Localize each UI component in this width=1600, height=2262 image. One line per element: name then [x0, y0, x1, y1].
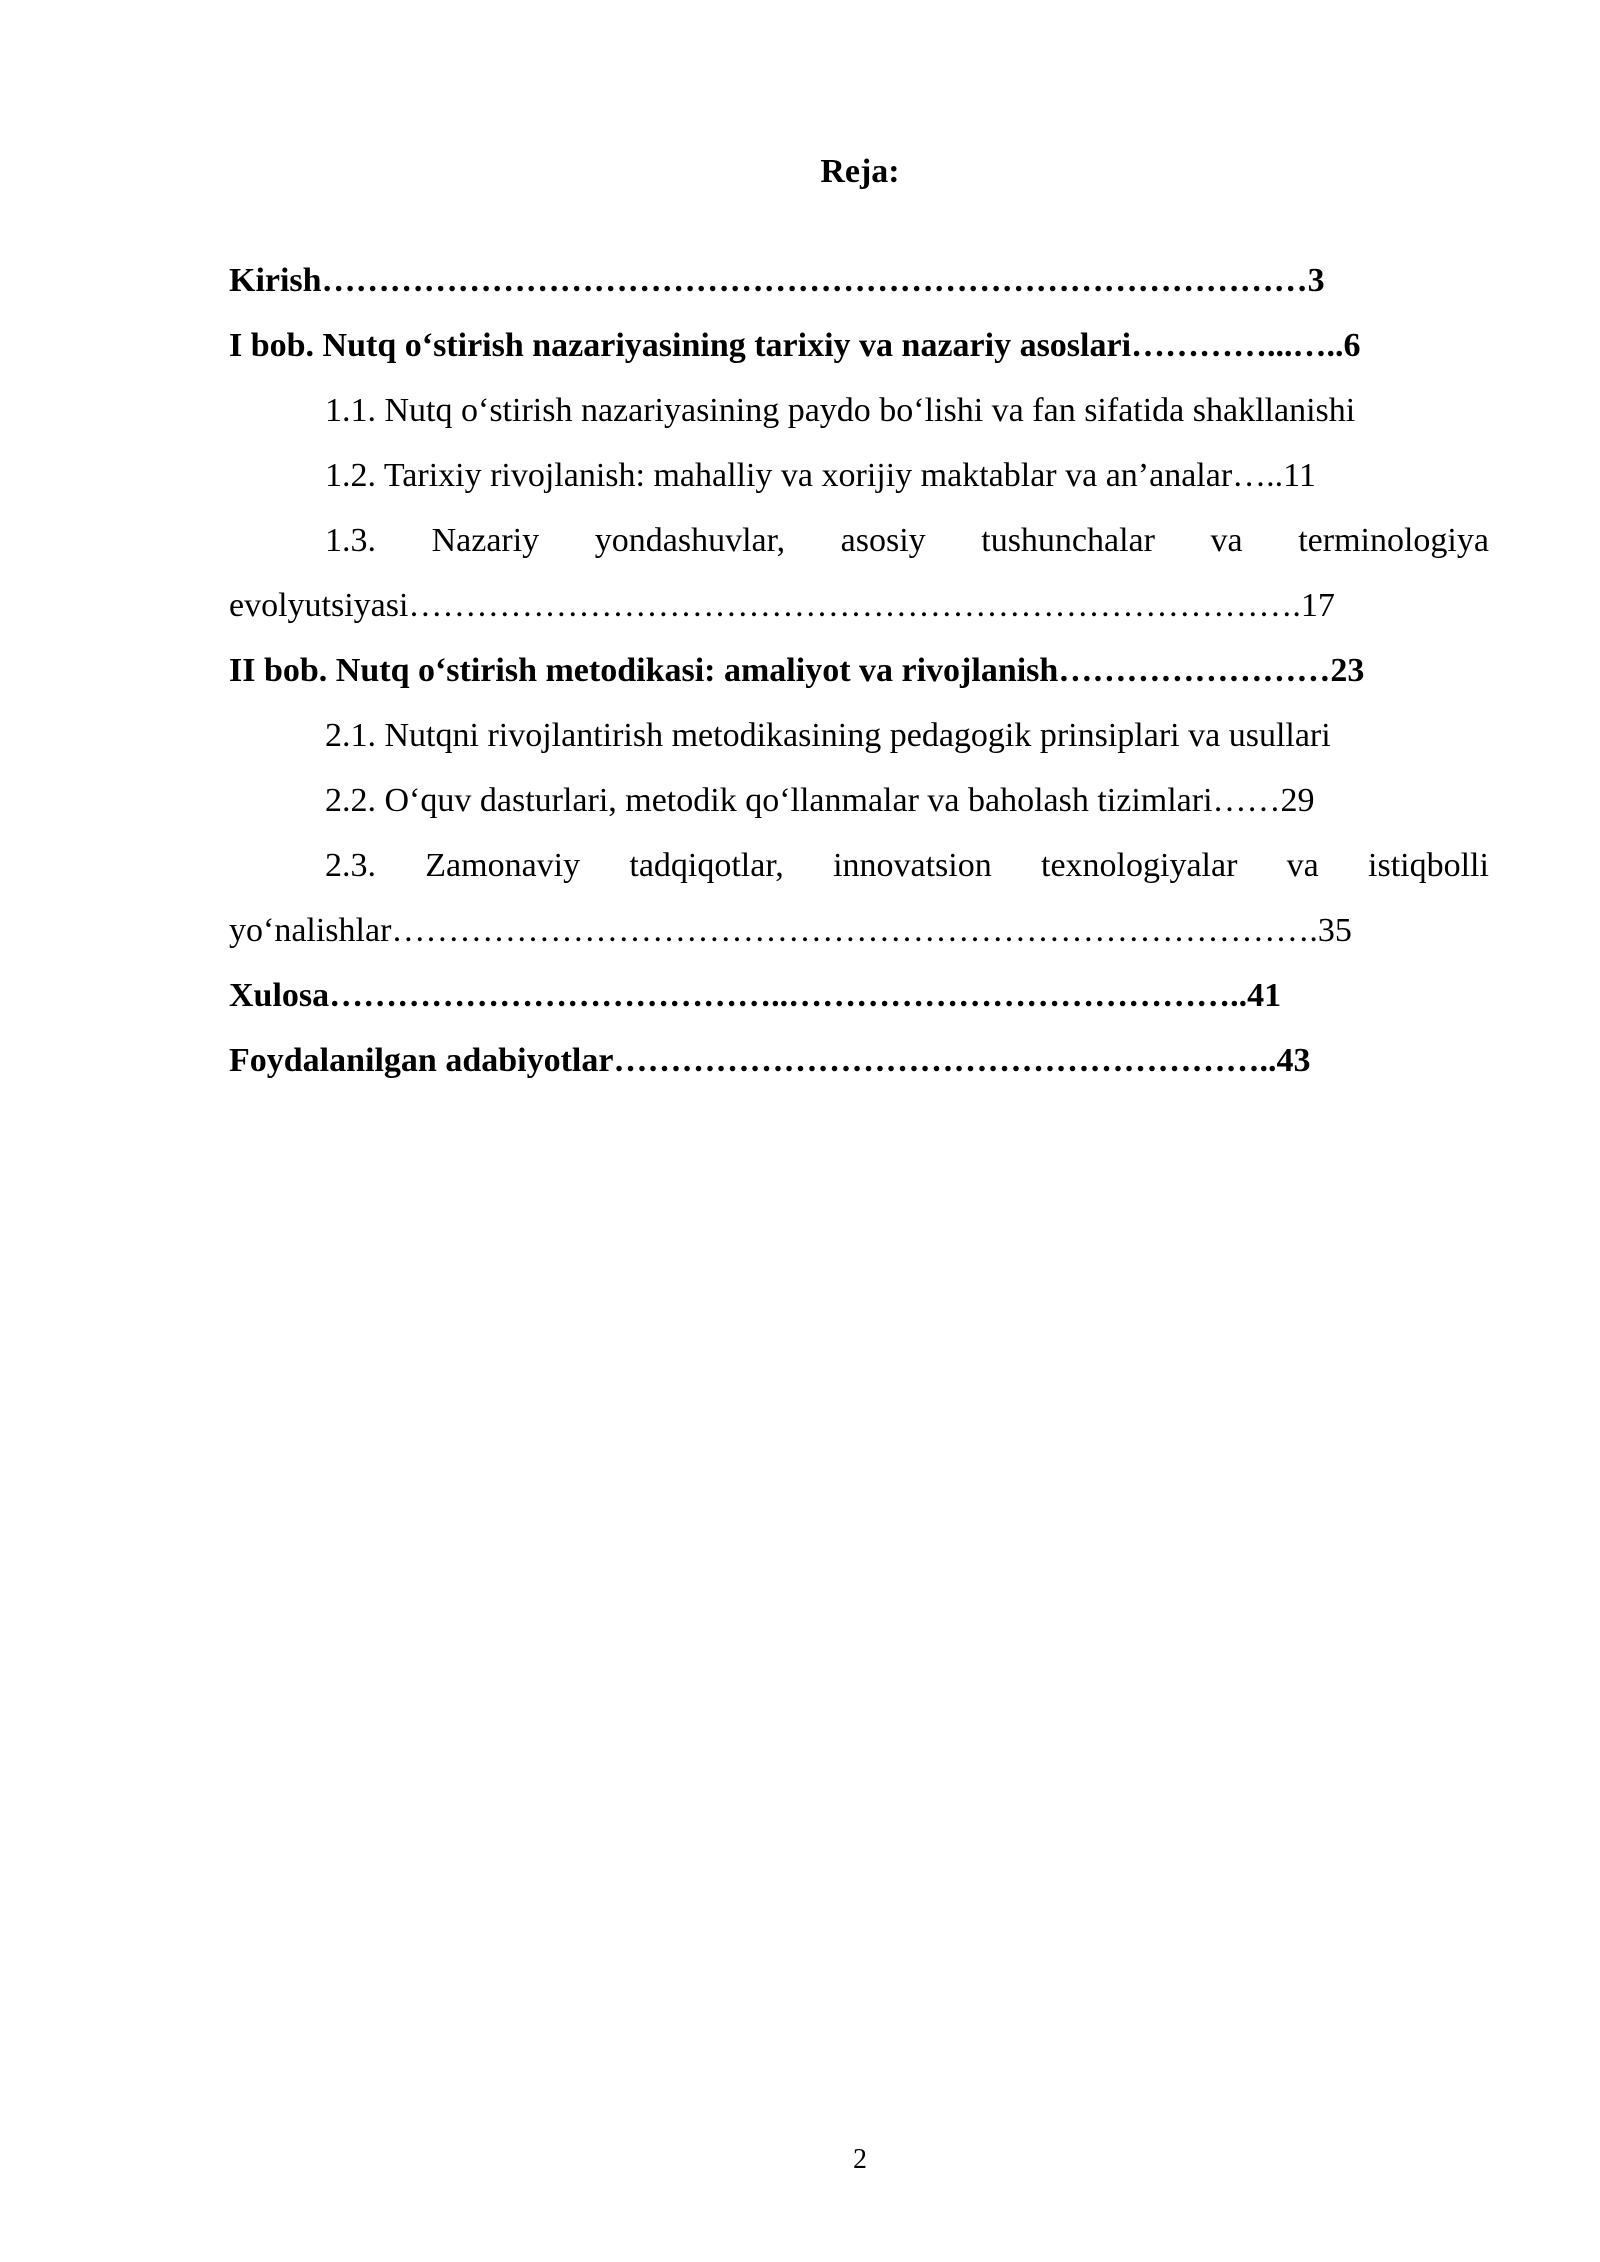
toc-word: istiqbolli — [1368, 847, 1489, 884]
page-title: Reja: — [820, 153, 900, 190]
toc-word: 2.3. — [325, 847, 376, 884]
toc-entry-section-1-1: 1.1. Nutq o‘stirish nazariyasining paydo bo‘lishi va fan sifatida shakllanishi — [325, 392, 1356, 429]
toc-word: tadqiqotlar, — [629, 847, 784, 884]
toc-word: yondashuvlar, — [594, 522, 786, 559]
toc-word: texnologiyalar — [1041, 847, 1238, 884]
toc-word: 1.3. — [325, 522, 376, 559]
toc-entry-section-1-2: 1.2. Tarixiy rivojlanish: mahalliy va xorijiy maktablar va an’analar…..11 — [325, 457, 1316, 494]
toc-entry-section-2-3 — [229, 833, 1489, 898]
toc-entry-section-1-3 — [229, 508, 1489, 573]
toc-entry-chapter-1: I bob. Nutq o‘stirish nazariyasining tarixiy va nazariy asoslari…………...…..6 — [229, 327, 1361, 364]
toc-entry-section-2-1: 2.1. Nutqni rivojlantirish metodikasining pedagogik prinsiplari va usullari — [325, 717, 1331, 754]
toc-entry-xulosa: Xulosa…………………………………..…………………………………..41 — [229, 977, 1282, 1014]
toc-entry-chapter-2: II bob. Nutq o‘stirish metodikasi: amaliyot va rivojlanish……………………23 — [229, 652, 1365, 689]
table-of-contents — [229, 248, 1489, 1093]
toc-word: tushunchalar — [981, 522, 1155, 559]
toc-entry-adabiyotlar: Foydalanilgan adabiyotlar…………………………………………………..43 — [229, 1042, 1311, 1079]
toc-word: Nazariy — [431, 522, 540, 559]
toc-word: terminologiya — [1298, 522, 1489, 559]
toc-word: Zamonaviy — [425, 847, 581, 884]
toc-word: va — [1210, 522, 1243, 559]
toc-entry-kirish: Kirish……………………………………………………………………………3 — [229, 262, 1325, 299]
toc-word: va — [1286, 847, 1319, 884]
toc-word: asosiy — [840, 522, 926, 559]
toc-entry-section-1-3-continued: evolyutsiyasi…………………………………………………………………….17 — [229, 587, 1335, 624]
toc-word: innovatsion — [833, 847, 992, 884]
page-number: 2 — [853, 2144, 867, 2175]
toc-entry-section-2-3-continued: yo‘nalishlar……………………………………………………………………….35 — [229, 912, 1352, 949]
toc-entry-section-2-2: 2.2. O‘quv dasturlari, metodik qo‘llanmalar va baholash tizimlari……29 — [325, 782, 1315, 819]
